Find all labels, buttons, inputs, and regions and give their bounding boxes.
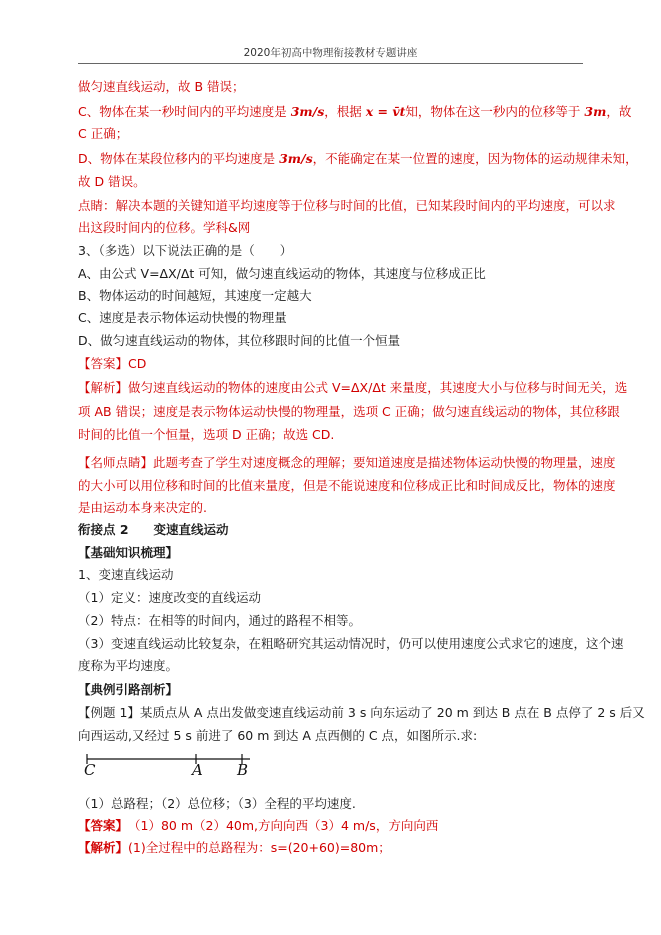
text-line: 故 D 错误。 — [78, 174, 146, 189]
option-c: C、速度是表示物体运动快慢的物理量 — [78, 310, 287, 325]
text-line: （2）特点：在相等的时间内，通过的路程不相等。 — [78, 613, 361, 628]
page-header: 2020年初高中物理衔接教材专题讲座 — [243, 47, 418, 59]
example-text: 【例题 1】某质点从 A 点出发做变速直线运动前 3 s 向东运动了 20 m 到达 B 点在 B 点停了 2 s 后又 — [78, 705, 645, 720]
teacher-note: 的大小可以用位移和时间的比值来量度，但是不能说速度和位移成正比和时间成反比，物体的速度 — [78, 478, 616, 493]
text-line: 点睛：解决本题的关键知道平均速度等于位移与时间的比值，已知某段时间内的平均速度，可以求 — [78, 198, 616, 213]
text-line: （1）定义：速度改变的直线运动 — [78, 590, 261, 605]
point-a-label: A — [192, 761, 203, 779]
option-a: A、由公式 V=ΔX/Δt 可知，做匀速直线运动的物体，其速度与位移成正比 — [78, 266, 486, 281]
option-b: B、物体运动的时间越短，其速度一定越大 — [78, 288, 312, 303]
text-line: 度称为平均速度。 — [78, 658, 179, 673]
subsection-heading: 【基础知识梳理】 — [78, 545, 179, 560]
point-c-label: C — [84, 761, 96, 779]
teacher-note: 是由运动本身来决定的. — [78, 500, 207, 515]
analysis-line: 【解析】做匀速直线运动的物体的速度由公式 V=ΔX/Δt 来量度，其速度大小与位移与时间无关，选 — [78, 380, 628, 395]
text-line: 出这段时间内的位移。学科&网 — [78, 220, 251, 235]
text-line: （3）变速直线运动比较复杂，在粗略研究其运动情况时，仍可以使用速度公式求它的速度，这个速 — [78, 636, 624, 651]
question-parts: （1）总路程；（2）总位移；（3）全程的平均速度. — [78, 796, 356, 811]
section-heading: 衔接点 2 变速直线运动 — [78, 522, 229, 537]
analysis-line: 【解析】(1)全过程中的总路程为：s=(20+60)=80m； — [78, 840, 391, 855]
option-d: D、做匀速直线运动的物体，其位移跟时间的比值一个恒量 — [78, 333, 401, 348]
position-diagram — [84, 753, 254, 787]
text-line: D、物体在某段位移内的平均速度是 3m/s，不能确定在某一位置的速度，因为物体的运动规律未知， — [78, 151, 638, 166]
number-line — [84, 753, 254, 787]
question-stem: 3、（多选）以下说法正确的是（ ） — [78, 243, 293, 258]
header-divider — [78, 63, 583, 64]
subsection-heading: 【典例引路剖析】 — [78, 682, 179, 697]
text-line: 1、变速直线运动 — [78, 567, 174, 582]
point-b-label: B — [237, 761, 249, 779]
analysis-line: 项 AB 错误；速度是表示物体运动快慢的物理量，选项 C 正确；做匀速直线运动的物体，其位移跟 — [78, 404, 620, 419]
analysis-line: 时间的比值一个恒量，选项 D 正确；故选 CD. — [78, 427, 335, 442]
example-text: 向西运动,又经过 5 s 前进了 60 m 到达 A 点西侧的 C 点，如图所示.求: — [78, 728, 478, 743]
answer-line: 【答案】 （1）80 m（2）40m,方向向西（3）4 m/s，方向向西 — [78, 818, 439, 833]
teacher-note: 【名师点睛】此题考查了学生对速度概念的理解；要知道速度是描述物体运动快慢的物理量，速度 — [78, 455, 616, 470]
answer-line: 【答案】CD — [78, 356, 147, 371]
text-line: C、物体在某一秒时间内的平均速度是 3m/s，根据 x = v̄t知，物体在这一秒内的位移等于 3m，故 — [78, 104, 632, 119]
text-line: 做匀速直线运动，故 B 错误； — [78, 79, 245, 94]
text-line: C 正确； — [78, 126, 129, 141]
